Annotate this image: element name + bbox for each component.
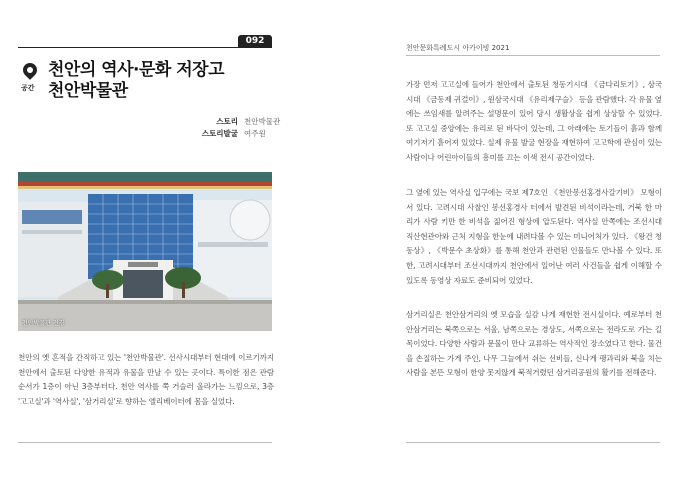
header-rule (406, 55, 660, 56)
credit-value: 여주원 (244, 129, 266, 138)
paragraph-2: 그 옆에 있는 역사실 입구에는 국보 제7호인 《천안봉선홍경사갈기비》 모형이 서 있다. 고려시대 사찰인 봉선홍경사 터에서 발견된 비석이라는데, 거북 한 마리가 사람 키만 한 비석을 짊어진 형상에 압도된다. 역사실 안쪽에는 조선시대 직산현관아와 근처 지형을 한눈에 내려다볼 수 있는 미니어처가 있다. 《왕건 청동상》, 《박문수 초상화》를 통해 천안과 관련된 인물들도 만나볼 수 있다. 또한, 고려시대부터 조선시대까지 천안에서 일어난 여러 사건들을 쉽게 이해할 수 있도록 동영상 자료도 준비되어 있었다. (406, 188, 662, 285)
header-rule (18, 47, 272, 48)
credit-value: 천안박물관 (244, 117, 281, 126)
credit-key: 스토리 (216, 117, 238, 126)
credit-row (190, 116, 280, 128)
credits (190, 116, 280, 140)
running-header: 천안문화특례도시 아카이빙 2021 (406, 44, 510, 52)
footer-rule (18, 442, 272, 443)
title-line-2: 천안박물관 (48, 81, 128, 101)
credit-row (190, 128, 280, 140)
paragraph-1: 가장 먼저 고고실에 들어가 천안에서 출토된 청동기시대 《금다리토기》, 삼국시대 《금동제 귀걸이》, 원삼국시대 《유리제구슬》 등을 관람했다. 각 유물 옆에는 쓰임새를 알려주는 설명문이 있어 당시 생활상을 쉽게 상상할 수 있었다. 또 고고실 중앙에는 유리로 된 바닥이 있는데, 그 아래에는 토기들이 흙과 함께 여기저기 흩어져 있었다. 실제 유물 발굴 현장을 재현하여 고고학에 관심이 있는 사람이나 어린아이들의 흥미를 끄는 이색 전시 공간이었다. (406, 80, 662, 162)
article-title (48, 60, 224, 102)
paragraph-3: 삼거리실은 천안삼거리의 옛 모습을 실감 나게 재현한 전시실이다. 예로부터 천안삼거리는 북쪽으로는 서울, 남쪽으로는 경상도, 서쪽으로는 전라도로 가는 길목이었다. 다양한 사람과 문물이 만나 교류하는 역사적인 장소였다고 한다. 물건을 손질하는 가게 주인, 나무 그늘에서 쉬는 선비들, 신나게 팽과리와 북을 치는 사람을 본뜬 모형이 한양 못지않게 북적거렸던 삼거리공원의 활기를 전해준다. (406, 310, 662, 378)
intro-paragraph: 천안의 옛 흔적을 간직하고 있는 '천안박물관'. 선사시대부터 현대에 이르기까지 천안에서 출토된 다양한 유적과 유물을 만날 수 있는 곳이다. 특이한 점은 관람 순서가 1층이 아닌 3층부터다. 천안 역사를 쭉 거슬러 올라가는 느낌으로, 3층 '고고실'과 '역사실', '삼거리실'로 향하는 엘리베이터에 몸을 실었다. (18, 353, 274, 406)
photo-caption: 천안박물관 전경 (22, 320, 65, 327)
page-number: 092 (238, 35, 272, 48)
title-line-1: 천안의 역사·문화 저장고 (48, 60, 225, 80)
museum-photo (18, 172, 272, 331)
footer-rule (406, 442, 660, 443)
credit-key: 스토리발굴 (201, 129, 238, 138)
category-label: 공간 (21, 84, 35, 92)
museum-illustration (18, 172, 272, 331)
right-page (340, 0, 680, 500)
location-pin-icon (20, 60, 40, 80)
